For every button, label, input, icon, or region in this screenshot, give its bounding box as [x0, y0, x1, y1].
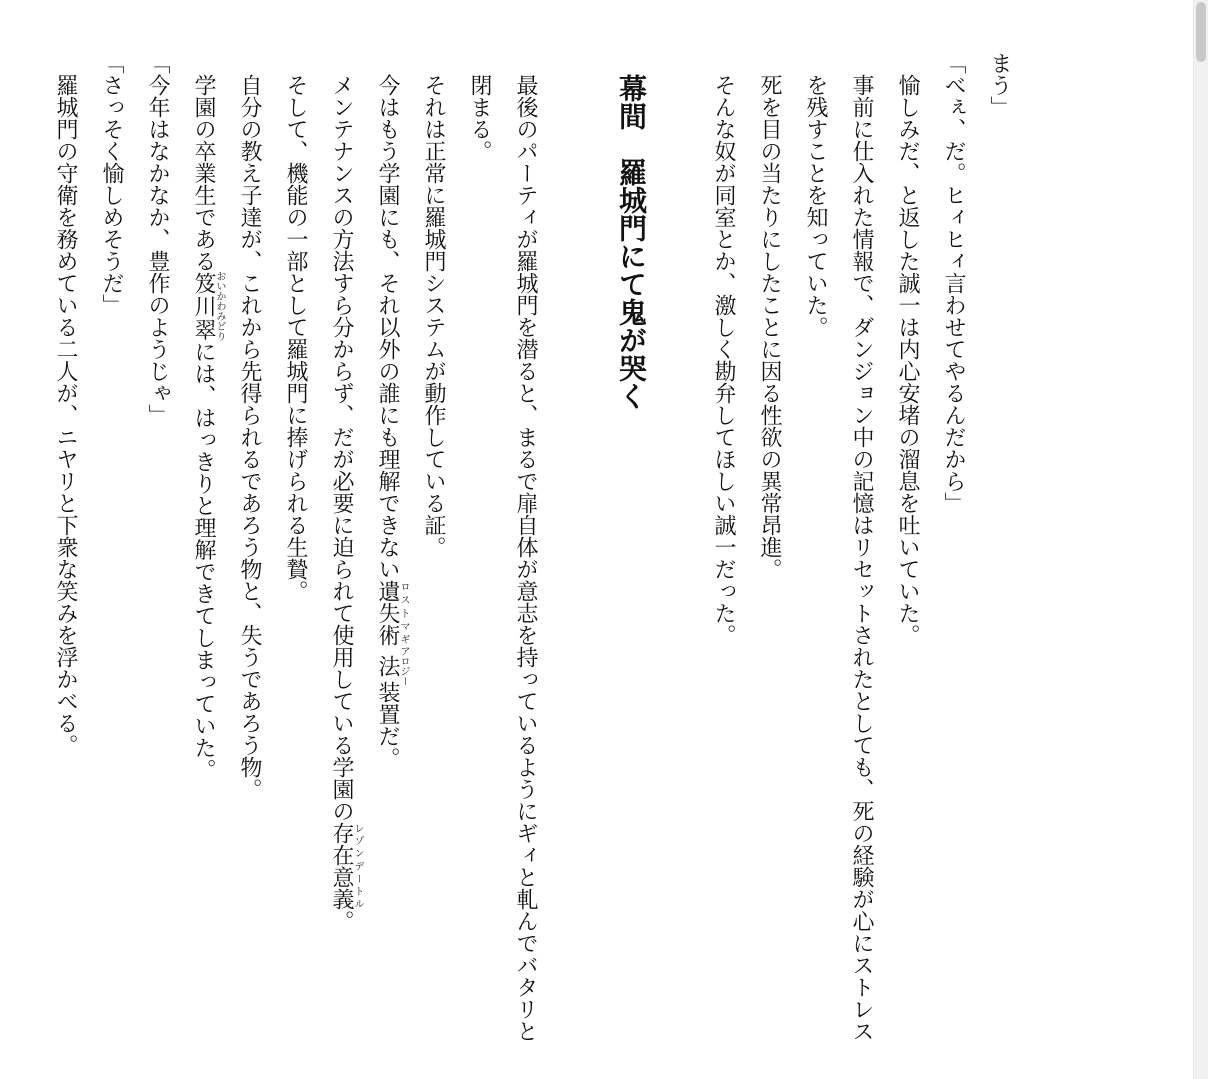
text-line: 事前に仕入れた情報で、ダンジョン中の記憶はリセットされたとしても、死の経験が心にストレスを残すことを知っていた。 [803, 74, 874, 1042]
ruby-name [191, 271, 225, 342]
ruby-lost-magic [375, 580, 409, 646]
paragraph: そして、機能の一部として羅城門に捧げられる生贄。 [283, 74, 308, 602]
text-line: まう」 [987, 52, 1012, 118]
paragraph: 羅城門の守衛を務めている二人が、ニヤリと下衆な笑みを浮かべる。 [53, 74, 78, 756]
paragraph: それは正常に羅城門システムが動作している証。 [421, 74, 446, 558]
text-line: 「べぇ、だ。ヒィヒィ言わせてやるんだから」 [941, 52, 966, 514]
ruby-base: 笈川翠 [191, 271, 216, 342]
vertical-scrollbar[interactable] [1193, 0, 1208, 1079]
ruby-text: アロジー [398, 646, 409, 686]
ruby-logy [375, 646, 409, 686]
paragraph-text: メンテナンスの方法すら分からず、だが必要に迫られて使用している学園の [329, 74, 354, 822]
ruby-raison-detre [329, 822, 363, 910]
paragraph: 最後のパーティが羅城門を潜ると、まるで扉自体が意志を持っているようにギィと軋んでバタリと閉まる。 [467, 74, 538, 1042]
paragraph [364, 52, 410, 1062]
paragraph-text: 学園の卒業生である [191, 74, 216, 272]
chapter-heading: 幕間 羅城門にて鬼が哭く [615, 74, 648, 410]
vertical-text-body [42, 52, 1022, 1062]
paragraph-text: 今はもう学園にも、それ以外の誰にも理解できない [375, 74, 400, 580]
paragraph [318, 52, 364, 1062]
paragraph [180, 52, 226, 1062]
ruby-text: レゾンデートル [352, 822, 363, 910]
spacer [548, 52, 594, 1062]
paragraph: 自分の教え子達が、これから先得られるであろう物と、失うであろう物。 [237, 74, 262, 800]
text-line: そんな奴が同室とか、激しく勘弁してほしい誠一だった。 [711, 74, 736, 646]
dialogue-line: 「さっそく愉しめそうだ」 [99, 52, 124, 316]
paragraph-text: には、はっきりと理解できてしまっていた。 [191, 340, 216, 781]
ruby-base: 遺失術 [375, 580, 400, 646]
text-line: 愉しみだ、と返した誠一は内心安堵の溜息を吐いていた。 [895, 74, 920, 646]
paragraph-text: 。 [329, 910, 354, 932]
ruby-base: 法 [375, 646, 400, 686]
ruby-base: 存在意義 [329, 822, 354, 910]
paragraph-text: 装置だ。 [375, 681, 400, 769]
scrollbar-thumb[interactable] [1196, 2, 1206, 62]
spacer [654, 52, 700, 1062]
dialogue-line: 「今年はなかなか、豊作のようじゃ」 [145, 52, 170, 426]
ruby-text: おいかわみどり [214, 271, 225, 342]
ruby-text: ロストマギ [398, 580, 409, 646]
text-line: 死を目の当たりにしたことに因る性欲の異常昂進。 [757, 74, 782, 580]
